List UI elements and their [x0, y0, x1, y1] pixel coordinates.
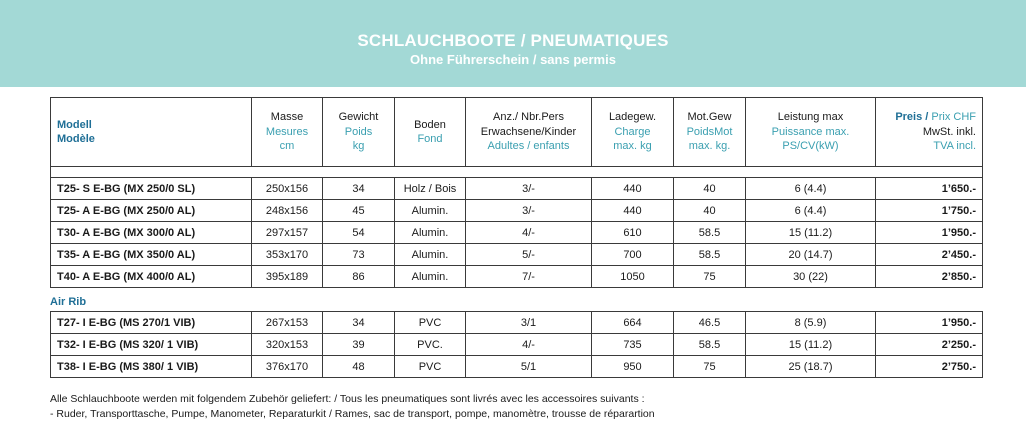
cell-motgew: 58.5 [674, 244, 746, 266]
cell-ladegew: 950 [592, 356, 674, 378]
page-subtitle: Ohne Führerschein / sans permis [410, 52, 616, 67]
cell-masse: 248x156 [252, 200, 323, 222]
cell-ladegew: 735 [592, 334, 674, 356]
cell-masse: 353x170 [252, 244, 323, 266]
cell-ladegew: 440 [592, 200, 674, 222]
table-gap [51, 167, 983, 178]
cell-model: T38- I E-BG (MS 380/ 1 VIB) [51, 356, 252, 378]
cell-anz: 3/- [466, 200, 592, 222]
cell-boden: Alumin. [395, 244, 466, 266]
cell-leistung: 20 (14.7) [746, 244, 876, 266]
cell-preis: 1’950.- [876, 222, 983, 244]
airrib-table-body [51, 312, 983, 378]
header-gewicht: Gewicht Poids kg [323, 98, 395, 167]
cell-masse: 267x153 [252, 312, 323, 334]
cell-masse: 320x153 [252, 334, 323, 356]
cell-model: T30- A E-BG (MX 300/0 AL) [51, 222, 252, 244]
cell-anz: 4/- [466, 222, 592, 244]
cell-model: T25- A E-BG (MX 250/0 AL) [51, 200, 252, 222]
header-masse: Masse Mesures cm [252, 98, 323, 167]
cell-preis: 2’250.- [876, 334, 983, 356]
cell-anz: 3/- [466, 178, 592, 200]
cell-masse: 250x156 [252, 178, 323, 200]
cell-boden: Alumin. [395, 200, 466, 222]
cell-motgew: 40 [674, 178, 746, 200]
page-title: SCHLAUCHBOOTE / PNEUMATIQUES [357, 31, 669, 50]
cell-leistung: 30 (22) [746, 266, 876, 288]
cell-masse: 297x157 [252, 222, 323, 244]
airrib-table [50, 311, 983, 378]
cell-leistung: 15 (11.2) [746, 222, 876, 244]
cell-anz: 3/1 [466, 312, 592, 334]
cell-leistung: 6 (4.4) [746, 178, 876, 200]
cell-model: T25- S E-BG (MX 250/0 SL) [51, 178, 252, 200]
header-motgew: Mot.Gew PoidsMot max. kg. [674, 98, 746, 167]
cell-anz: 5/1 [466, 356, 592, 378]
cell-leistung: 6 (4.4) [746, 200, 876, 222]
header-leistung: Leistung max Puissance max. PS/CV(kW) [746, 98, 876, 167]
cell-motgew: 58.5 [674, 222, 746, 244]
table-row [51, 244, 983, 266]
cell-leistung: 15 (11.2) [746, 334, 876, 356]
cell-boden: Holz / Bois [395, 178, 466, 200]
cell-masse: 376x170 [252, 356, 323, 378]
cell-gewicht: 34 [323, 178, 395, 200]
cell-model: T40- A E-BG (MX 400/0 AL) [51, 266, 252, 288]
cell-ladegew: 664 [592, 312, 674, 334]
cell-boden: PVC [395, 312, 466, 334]
header-preis: Preis / Prix CHF MwSt. inkl. TVA incl. [876, 98, 983, 167]
cell-motgew: 40 [674, 200, 746, 222]
cell-boden: PVC. [395, 334, 466, 356]
price-table [50, 97, 983, 288]
cell-gewicht: 73 [323, 244, 395, 266]
cell-gewicht: 54 [323, 222, 395, 244]
table-row [51, 334, 983, 356]
cell-anz: 5/- [466, 244, 592, 266]
header-boden: Boden Fond [395, 98, 466, 167]
table-row [51, 266, 983, 288]
header-model: Modell Modèle [51, 98, 252, 167]
table-row [51, 222, 983, 244]
cell-masse: 395x189 [252, 266, 323, 288]
cell-leistung: 8 (5.9) [746, 312, 876, 334]
cell-preis: 2’450.- [876, 244, 983, 266]
table-header-row [51, 98, 983, 167]
table-row [51, 356, 983, 378]
cell-motgew: 46.5 [674, 312, 746, 334]
cell-anz: 4/- [466, 334, 592, 356]
airrib-section-label: Air Rib [50, 296, 87, 308]
cell-ladegew: 1050 [592, 266, 674, 288]
header-ladegew: Ladegew. Charge max. kg [592, 98, 674, 167]
cell-motgew: 75 [674, 266, 746, 288]
cell-preis: 1’650.- [876, 178, 983, 200]
cell-boden: Alumin. [395, 266, 466, 288]
accessories-note [50, 392, 655, 422]
table-row [51, 312, 983, 334]
accessories-note-line-1: Alle Schlauchboote werden mit folgendem Zubehör geliefert: / Tous les pneumatiques sont livrés avec les accessoires suivants : [50, 393, 645, 405]
cell-ladegew: 700 [592, 244, 674, 266]
cell-ladegew: 610 [592, 222, 674, 244]
cell-motgew: 75 [674, 356, 746, 378]
cell-gewicht: 34 [323, 312, 395, 334]
cell-anz: 7/- [466, 266, 592, 288]
cell-gewicht: 45 [323, 200, 395, 222]
cell-gewicht: 39 [323, 334, 395, 356]
cell-preis: 2’750.- [876, 356, 983, 378]
cell-motgew: 58.5 [674, 334, 746, 356]
cell-leistung: 25 (18.7) [746, 356, 876, 378]
cell-preis: 2’850.- [876, 266, 983, 288]
cell-preis: 1’950.- [876, 312, 983, 334]
cell-gewicht: 86 [323, 266, 395, 288]
cell-model: T27- I E-BG (MS 270/1 VIB) [51, 312, 252, 334]
cell-model: T32- I E-BG (MS 320/ 1 VIB) [51, 334, 252, 356]
table-row [51, 178, 983, 200]
main-table-body [51, 178, 983, 288]
cell-preis: 1’750.- [876, 200, 983, 222]
title-banner [0, 0, 1026, 87]
cell-model: T35- A E-BG (MX 350/0 AL) [51, 244, 252, 266]
cell-ladegew: 440 [592, 178, 674, 200]
table-row [51, 200, 983, 222]
accessories-note-line-2: - Ruder, Transporttasche, Pumpe, Manometer, Reparaturkit / Rames, sac de transport, pompe, manomètre, trousse de réparartion [50, 408, 655, 420]
cell-boden: PVC [395, 356, 466, 378]
cell-gewicht: 48 [323, 356, 395, 378]
header-anz: Anz./ Nbr.Pers Erwachsene/Kinder Adultes / enfants [466, 98, 592, 167]
cell-boden: Alumin. [395, 222, 466, 244]
